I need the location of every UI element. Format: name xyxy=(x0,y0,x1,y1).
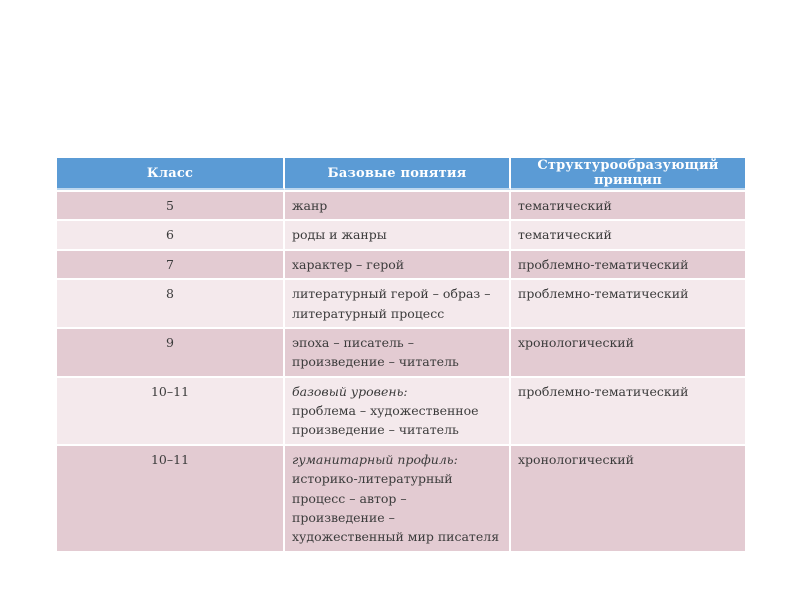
concepts-cell xyxy=(285,378,511,446)
concepts-cell xyxy=(285,221,511,250)
principle-cell: проблемно-тематический xyxy=(511,251,745,280)
header-concepts: Базовые понятия xyxy=(285,158,511,190)
concepts-text: эпоха – писатель – произведение – читатель xyxy=(292,334,459,370)
grade-cell: 10–11 xyxy=(57,446,285,551)
concepts-lead: гуманитарный профиль: xyxy=(292,451,458,467)
concepts-text: проблема – художественное произведение – читатель xyxy=(292,403,479,438)
grade-cell: 5 xyxy=(57,190,285,221)
concepts-text: роды и жанры xyxy=(292,227,387,243)
header-grade: Класс xyxy=(57,158,285,190)
table-row-grade-6 xyxy=(57,221,745,250)
grade-cell: 7 xyxy=(57,251,285,280)
concepts-cell xyxy=(285,190,511,221)
concepts-text: литературный герой – образ – литературный процесс xyxy=(292,286,491,321)
principle-cell: проблемно-тематический xyxy=(511,280,745,329)
principle-cell: тематический xyxy=(511,221,745,250)
grade-cell: 10–11 xyxy=(57,378,285,446)
table-row-grade-7 xyxy=(57,251,745,280)
principle-cell: хронологический xyxy=(511,446,745,551)
table-row-grade-8 xyxy=(57,280,745,329)
table-row-grade-5 xyxy=(57,190,745,221)
table-header-row xyxy=(57,158,745,190)
concepts-cell xyxy=(285,329,511,378)
table-row-grade-10-11-base xyxy=(57,378,745,446)
principle-cell: хронологический xyxy=(511,329,745,378)
concepts-cell xyxy=(285,280,511,329)
header-principle: Структурообразующий принцип xyxy=(511,158,745,190)
grade-cell: 9 xyxy=(57,329,285,378)
concepts-lead: базовый уровень: xyxy=(292,383,408,399)
concepts-text: жанр xyxy=(292,198,328,213)
concepts-cell xyxy=(285,251,511,280)
table-row-grade-9 xyxy=(57,329,745,378)
curriculum-table xyxy=(57,158,745,551)
concepts-cell xyxy=(285,446,511,551)
table-row-grade-10-11-profile xyxy=(57,446,745,551)
grade-cell: 6 xyxy=(57,221,285,250)
principle-cell: проблемно-тематический xyxy=(511,378,745,446)
concepts-text: историко-литературный процесс – автор – произведение – художественный мир писателя xyxy=(292,471,500,545)
concepts-text: характер – герой xyxy=(292,256,405,272)
principle-cell: тематический xyxy=(511,190,745,221)
grade-cell: 8 xyxy=(57,280,285,329)
